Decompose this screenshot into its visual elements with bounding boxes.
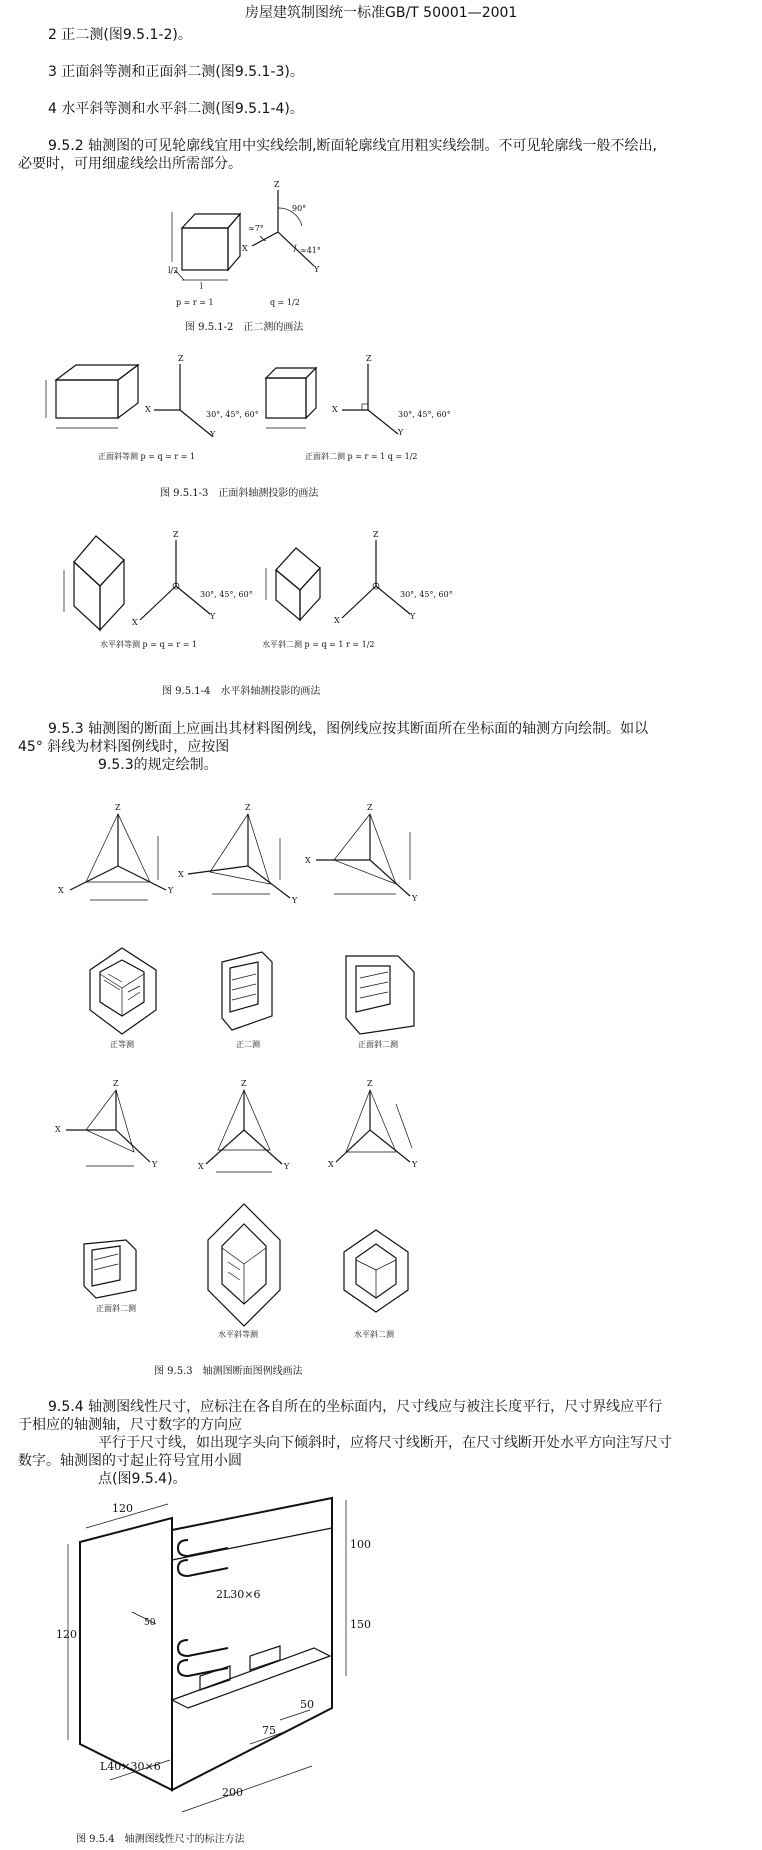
fig9512-label-left: p = r = 1	[176, 298, 214, 307]
para-954-line5: 点(图9.5.4)。	[98, 1471, 187, 1487]
fig9513-label-right: 正面斜二测 p = r = 1 q = 1/2	[305, 452, 418, 461]
fig954-dim-75: 75	[262, 1724, 276, 1737]
fig9514-axis-x-right: X	[334, 616, 340, 625]
fig9513-axis-z-left: Z	[178, 354, 184, 363]
fig953-label-1: 正等测	[110, 1040, 134, 1049]
fig953-axis-x-5: X	[198, 1162, 204, 1171]
fig9512-dim-l: l	[200, 282, 203, 291]
fig954-caption: 图 9.5.4 轴测图线性尺寸的标注方法	[76, 1834, 245, 1845]
fig953-axis-y-1: Y	[168, 886, 174, 895]
para-953-line1: 9.5.3 轴测图的断面上应画出其材料图例线，图例线应按其断面所在坐标面的轴测方向绘制。如以	[48, 721, 649, 737]
fig9514-label-right: 水平斜二测 p = q = 1 r = 1/2	[262, 640, 375, 649]
fig953-axis-x-3: X	[305, 856, 311, 865]
fig953-axis-x-6: X	[328, 1160, 334, 1169]
fig953-axis-y-4: Y	[152, 1160, 158, 1169]
fig953-caption: 图 9.5.3 轴测图断面图例线画法	[154, 1366, 303, 1377]
para-954-line1: 9.5.4 轴测图线性尺寸，应标注在各自所在的坐标面内，尺寸线应与被注长度平行，尺寸界线应平行	[48, 1399, 663, 1415]
para-953-line3: 9.5.3的规定绘制。	[98, 757, 218, 773]
fig954-dim-50: 50	[300, 1698, 314, 1711]
fig953-axis-z-1: Z	[115, 803, 121, 812]
fig953-label-3: 正面斜二测	[358, 1040, 398, 1049]
fig953-label-2: 正二测	[236, 1040, 260, 1049]
fig954-dim-200: 200	[222, 1786, 243, 1799]
fig9513-caption: 图 9.5.1-3 正面斜轴测投影的画法	[160, 488, 319, 499]
para-954-line4: 数字。轴测图的寸起止符号宜用小圆	[18, 1453, 242, 1469]
fig953-axis-y-5: Y	[284, 1162, 290, 1171]
fig9513-axis-y-left: Y	[210, 430, 216, 439]
fig9512-caption: 图 9.5.1-2 正二测的画法	[185, 322, 304, 333]
fig953-axis-x-2: X	[178, 870, 184, 879]
fig954-dim-150: 150	[350, 1618, 371, 1631]
fig9514-angles-right: 30°, 45°, 60°	[400, 590, 453, 599]
fig9512-axis-z: Z	[274, 180, 280, 189]
fig954-dim-120-left: 120	[56, 1628, 77, 1641]
fig9512-axis-x: X	[242, 244, 248, 253]
fig954-dim-l40: L40×30×6	[100, 1760, 161, 1773]
fig9512-angle-left: ≈7°	[248, 224, 264, 233]
fig953-label-4: 正面斜二测	[96, 1304, 136, 1313]
fig9513-axis-z-right: Z	[366, 354, 372, 363]
text-item-3: 3 正面斜等测和正面斜二测(图9.5.1-3)。	[48, 64, 304, 80]
fig9513-angles-left: 30°, 45°, 60°	[206, 410, 259, 419]
fig953-axis-z-2: Z	[245, 803, 251, 812]
para-953-line2: 45° 斜线为材料图例线时，应按图	[18, 739, 230, 755]
fig9513-label-left: 正面斜等测 p = q = r = 1	[98, 452, 196, 461]
page-title: 房屋建筑制图统一标准GB/T 50001—2001	[245, 5, 518, 21]
fig954-dim-100: 100	[350, 1538, 371, 1551]
fig9514-axis-z-right: Z	[373, 530, 379, 539]
fig953-axis-x-4: X	[55, 1125, 61, 1134]
fig9514-axis-y-right: Y	[410, 612, 416, 621]
fig953-label-6: 水平斜二测	[354, 1330, 394, 1339]
fig953-label-5: 水平斜等测	[218, 1330, 258, 1339]
fig953-axis-z-3: Z	[367, 803, 373, 812]
para-954-line2: 于相应的轴测轴，尺寸数字的方向应	[18, 1417, 242, 1433]
fig9513-axis-x-left: X	[145, 405, 151, 414]
fig9512-axis-y: Y	[314, 265, 320, 274]
fig9512-angle-top: 90°	[292, 204, 307, 213]
fig953-axis-y-2: Y	[292, 896, 298, 905]
fig9512-dim-half: l/2	[168, 266, 179, 275]
fig9513-angles-right: 30°, 45°, 60°	[398, 410, 451, 419]
fig954-dim-50-small: 50	[144, 1618, 156, 1628]
fig9514-caption: 图 9.5.1-4 水平斜轴测投影的画法	[162, 686, 321, 697]
fig953-axis-x-1: X	[58, 886, 64, 895]
fig9514-label-left: 水平斜等测 p = q = r = 1	[100, 640, 198, 649]
fig9513-axis-y-right: Y	[398, 428, 404, 437]
text-item-4: 4 水平斜等测和水平斜二测(图9.5.1-4)。	[48, 101, 304, 117]
fig9514-axis-y-left: Y	[210, 612, 216, 621]
fig9512-angle-right: ≈41°	[300, 246, 321, 255]
text-item-2: 2 正二测(图9.5.1-2)。	[48, 27, 192, 43]
fig9514-axis-x-left: X	[132, 618, 138, 627]
fig9514-axis-z-left: Z	[173, 530, 179, 539]
fig953-axis-z-5: Z	[241, 1079, 247, 1088]
para-952-line2: 必要时，可用细虚线绘出所需部分。	[18, 156, 242, 172]
fig954-dim-120-top: 120	[112, 1502, 133, 1515]
fig953-axis-y-3: Y	[412, 894, 418, 903]
fig9514-angles-left: 30°, 45°, 60°	[200, 590, 253, 599]
fig954-dim-2l30: 2L30×6	[216, 1588, 261, 1601]
fig953-axis-z-6: Z	[367, 1079, 373, 1088]
para-954-line3: 平行于尺寸线，如出现字头向下倾斜时，应将尺寸线断开，在尺寸线断开处水平方向注写尺寸	[98, 1435, 672, 1451]
fig9513-axis-x-right: X	[332, 405, 338, 414]
fig9512-label-right: q = 1/2	[270, 298, 300, 307]
para-952-line1: 9.5.2 轴测图的可见轮廓线宜用中实线绘制,断面轮廓线宜用粗实线绘制。不可见轮廓线一般不绘出,	[48, 138, 657, 154]
fig953-axis-z-4: Z	[113, 1079, 119, 1088]
fig953-axis-y-6: Y	[412, 1160, 418, 1169]
